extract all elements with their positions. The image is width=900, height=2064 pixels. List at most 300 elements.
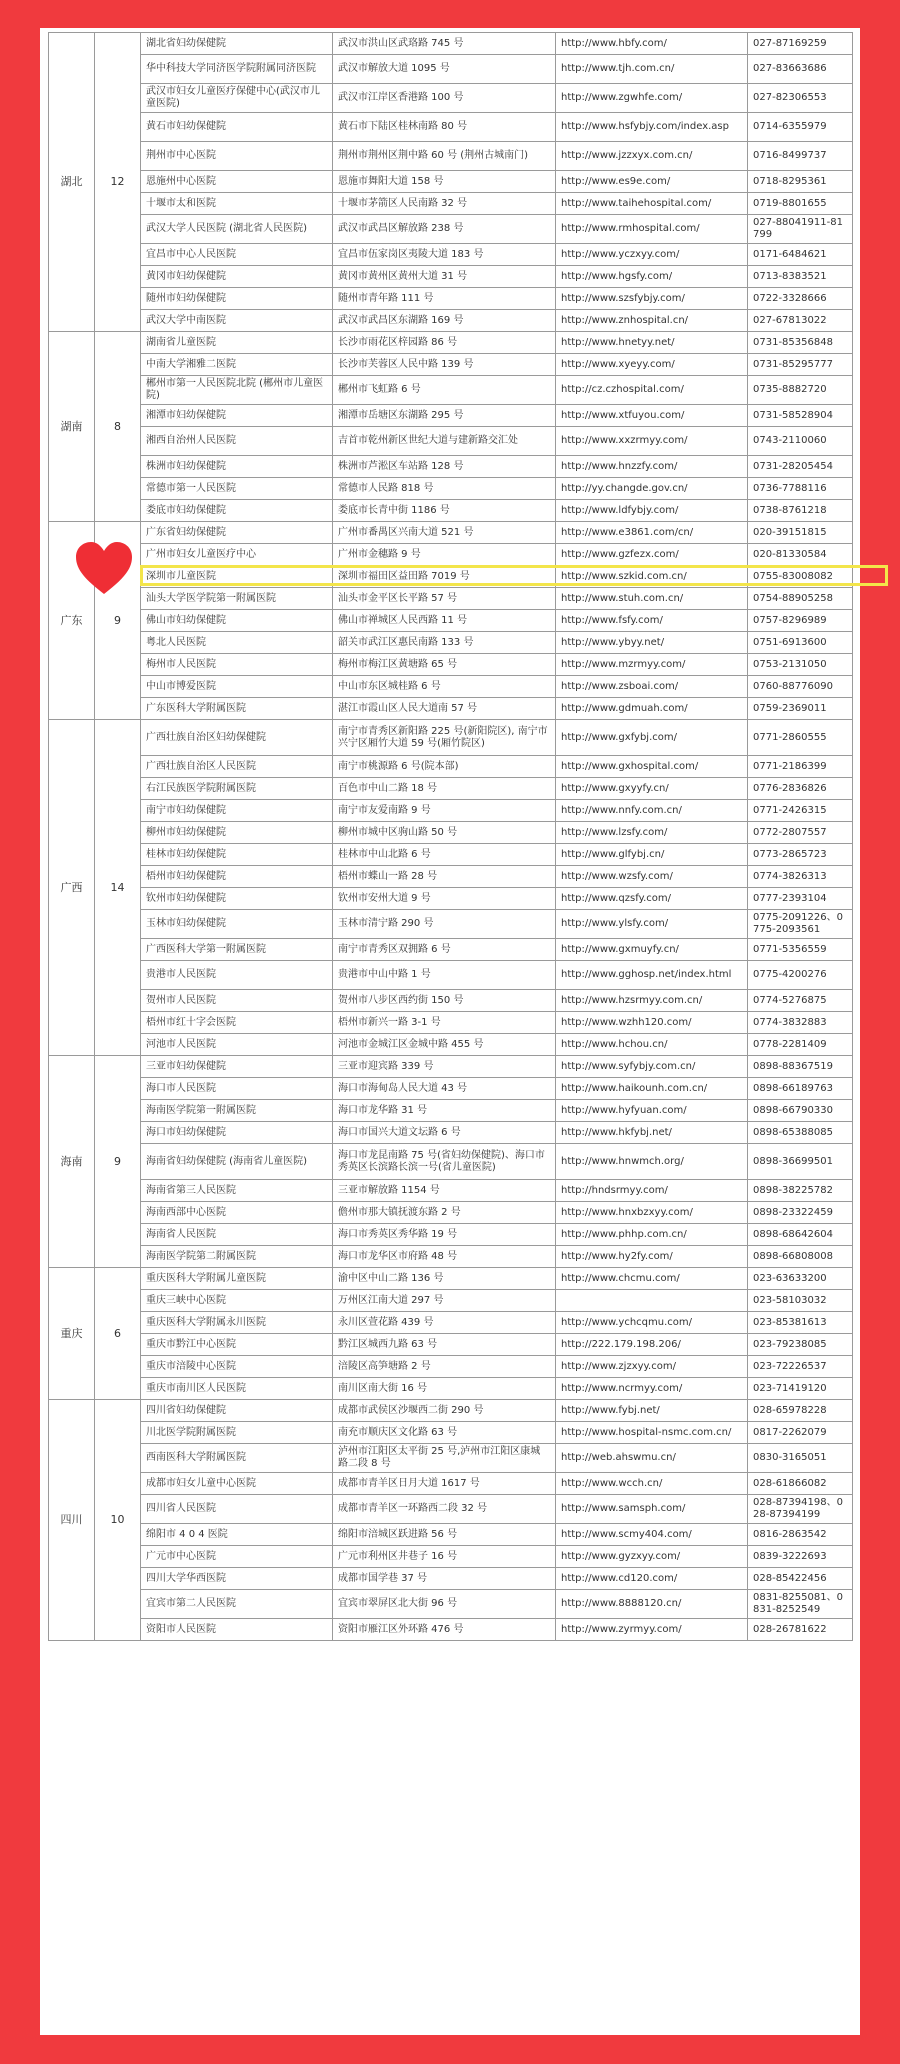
phone-cell: 0719-8801655: [748, 193, 853, 215]
phone-cell: 0774-5276875: [748, 990, 853, 1012]
hospital-name-cell: 武汉大学人民医院 (湖北省人民医院): [141, 215, 333, 244]
table-row: [49, 910, 853, 939]
url-cell: http://www.e3861.com/cn/: [556, 522, 748, 544]
address-cell: 株洲市芦淞区车站路 128 号: [333, 456, 556, 478]
address-cell: 黔江区城西九路 63 号: [333, 1334, 556, 1356]
hospital-name-cell: 湖北省妇幼保健院: [141, 33, 333, 55]
hospital-name-cell: 宜昌市中心人民医院: [141, 244, 333, 266]
address-cell: 十堰市茅箭区人民南路 32 号: [333, 193, 556, 215]
hospital-name-cell: 四川省妇幼保健院: [141, 1400, 333, 1422]
hospital-name-cell: 海南西部中心医院: [141, 1202, 333, 1224]
url-cell: http://www.zjzxyy.com/: [556, 1356, 748, 1378]
phone-cell: 0735-8882720: [748, 376, 853, 405]
address-cell: 广州市金穗路 9 号: [333, 544, 556, 566]
url-cell: http://www.hzsrmyy.com.cn/: [556, 990, 748, 1012]
hospital-name-cell: 重庆市黔江中心医院: [141, 1334, 333, 1356]
table-row: [49, 33, 853, 55]
phone-cell: 0898-66790330: [748, 1100, 853, 1122]
hospital-name-cell: 三亚市妇幼保健院: [141, 1056, 333, 1078]
url-cell: http://www.xtfuyou.com/: [556, 405, 748, 427]
table-row: [49, 990, 853, 1012]
url-cell: http://www.gxyyfy.cn/: [556, 778, 748, 800]
phone-cell: 0831-8255081、0831-8252549: [748, 1590, 853, 1619]
phone-cell: 0713-8383521: [748, 266, 853, 288]
url-cell: http://www.zsboai.com/: [556, 676, 748, 698]
phone-cell: 0731-58528904: [748, 405, 853, 427]
table-row: [49, 888, 853, 910]
hospital-name-cell: 湘西自治州人民医院: [141, 427, 333, 456]
table-row: [49, 588, 853, 610]
address-cell: 随州市青年路 111 号: [333, 288, 556, 310]
table-row: [49, 698, 853, 720]
phone-cell: 0759-2369011: [748, 698, 853, 720]
heart-icon: [74, 540, 134, 596]
table-row: [49, 1202, 853, 1224]
address-cell: 长沙市芙蓉区人民中路 139 号: [333, 354, 556, 376]
phone-cell: 027-88041911-81799: [748, 215, 853, 244]
phone-cell: 0718-8295361: [748, 171, 853, 193]
hospital-name-cell: 南宁市妇幼保健院: [141, 800, 333, 822]
phone-cell: 028-61866082: [748, 1473, 853, 1495]
address-cell: 涪陵区高笋塘路 2 号: [333, 1356, 556, 1378]
hospital-name-cell: 广西医科大学第一附属医院: [141, 939, 333, 961]
hospital-name-cell: 成都市妇女儿童中心医院: [141, 1473, 333, 1495]
url-cell: http://www.xxzrmyy.com/: [556, 427, 748, 456]
table-row: [49, 866, 853, 888]
table-row: [49, 632, 853, 654]
url-cell: http://www.taihehospital.com/: [556, 193, 748, 215]
hospital-name-cell: 四川省人民医院: [141, 1495, 333, 1524]
url-cell: http://www.hnxbzxyy.com/: [556, 1202, 748, 1224]
phone-cell: 0839-3222693: [748, 1546, 853, 1568]
table-row: [49, 354, 853, 376]
phone-cell: 023-58103032: [748, 1290, 853, 1312]
url-cell: http://www.hnwmch.org/: [556, 1144, 748, 1180]
province-cell: 湖北: [49, 33, 95, 332]
table-row: [49, 1568, 853, 1590]
phone-cell: 0751-6913600: [748, 632, 853, 654]
phone-cell: 0755-83008082: [748, 566, 853, 588]
url-cell: http://www.hsfybjy.com/index.asp: [556, 113, 748, 142]
phone-cell: 028-85422456: [748, 1568, 853, 1590]
table-row: [49, 1144, 853, 1180]
url-cell: http://www.ncrmyy.com/: [556, 1378, 748, 1400]
phone-cell: 0898-38225782: [748, 1180, 853, 1202]
hospital-name-cell: 柳州市妇幼保健院: [141, 822, 333, 844]
hospital-name-cell: 重庆市涪陵中心医院: [141, 1356, 333, 1378]
address-cell: 宜昌市伍家岗区夷陵大道 183 号: [333, 244, 556, 266]
hospital-name-cell: 宜宾市第二人民医院: [141, 1590, 333, 1619]
url-cell: http://www.hyfyuan.com/: [556, 1100, 748, 1122]
phone-cell: 0771-2860555: [748, 720, 853, 756]
phone-cell: 020-39151815: [748, 522, 853, 544]
address-cell: 郴州市飞虹路 6 号: [333, 376, 556, 405]
url-cell: http://www.cd120.com/: [556, 1568, 748, 1590]
url-cell: http://www.fybj.net/: [556, 1400, 748, 1422]
table-row: [49, 376, 853, 405]
phone-cell: 028-26781622: [748, 1619, 853, 1641]
url-cell: http://www.stuh.com.cn/: [556, 588, 748, 610]
table-row: [49, 778, 853, 800]
phone-cell: 0738-8761218: [748, 500, 853, 522]
hospital-name-cell: 恩施州中心医院: [141, 171, 333, 193]
hospital-name-cell: 粤北人民医院: [141, 632, 333, 654]
hospital-name-cell: 湖南省儿童医院: [141, 332, 333, 354]
table-row: [49, 720, 853, 756]
table-row: [49, 939, 853, 961]
address-cell: 百色市中山二路 18 号: [333, 778, 556, 800]
url-cell: http://www.hnzzfy.com/: [556, 456, 748, 478]
table-row: [49, 1224, 853, 1246]
table-row: [49, 332, 853, 354]
url-cell: http://www.wzsfy.com/: [556, 866, 748, 888]
table-row: [49, 1422, 853, 1444]
phone-cell: 023-71419120: [748, 1378, 853, 1400]
count-cell: 10: [95, 1400, 141, 1641]
table-row: [49, 1334, 853, 1356]
hospital-name-cell: 重庆三峡中心医院: [141, 1290, 333, 1312]
phone-cell: 0816-2863542: [748, 1524, 853, 1546]
table-row: [49, 1056, 853, 1078]
phone-cell: 023-72226537: [748, 1356, 853, 1378]
hospital-name-cell: 佛山市妇幼保健院: [141, 610, 333, 632]
phone-cell: 0757-8296989: [748, 610, 853, 632]
address-cell: 长沙市雨花区梓园路 86 号: [333, 332, 556, 354]
table-row: [49, 405, 853, 427]
address-cell: 河池市金城江区金城中路 455 号: [333, 1034, 556, 1056]
phone-cell: 027-67813022: [748, 310, 853, 332]
hospital-name-cell: 重庆医科大学附属儿童医院: [141, 1268, 333, 1290]
address-cell: 广元市利州区井巷子 16 号: [333, 1546, 556, 1568]
hospital-name-cell: 中南大学湘雅二医院: [141, 354, 333, 376]
address-cell: 万州区江南大道 297 号: [333, 1290, 556, 1312]
phone-cell: 0830-3165051: [748, 1444, 853, 1473]
table-row: [49, 215, 853, 244]
hospital-name-cell: 钦州市妇幼保健院: [141, 888, 333, 910]
phone-cell: 0731-85356848: [748, 332, 853, 354]
address-cell: 南川区南大街 16 号: [333, 1378, 556, 1400]
address-cell: 成都市武侯区沙堰西二街 290 号: [333, 1400, 556, 1422]
hospital-name-cell: 武汉大学中南医院: [141, 310, 333, 332]
address-cell: 海口市海甸岛人民大道 43 号: [333, 1078, 556, 1100]
address-cell: 黄石市下陆区桂林南路 80 号: [333, 113, 556, 142]
table-row: [49, 500, 853, 522]
count-cell: 6: [95, 1268, 141, 1400]
address-cell: 成都市青羊区一环路西二段 32 号: [333, 1495, 556, 1524]
url-cell: http://www.qzsfy.com/: [556, 888, 748, 910]
table-row: [49, 1524, 853, 1546]
phone-cell: 0898-36699501: [748, 1144, 853, 1180]
url-cell: http://www.8888120.cn/: [556, 1590, 748, 1619]
url-cell: http://www.nnfy.com.cn/: [556, 800, 748, 822]
hospital-name-cell: 贺州市人民医院: [141, 990, 333, 1012]
url-cell: http://www.chcmu.com/: [556, 1268, 748, 1290]
hospital-table: [48, 32, 853, 1641]
url-cell: http://www.scmy404.com/: [556, 1524, 748, 1546]
table-row: [49, 1078, 853, 1100]
address-cell: 南宁市青秀区新阳路 225 号(新阳院区), 南宁市兴宁区厢竹大道 59 号(厢竹院区): [333, 720, 556, 756]
phone-cell: 0776-2836826: [748, 778, 853, 800]
phone-cell: 020-81330584: [748, 544, 853, 566]
address-cell: 黄冈市黄州区黄州大道 31 号: [333, 266, 556, 288]
hospital-name-cell: 河池市人民医院: [141, 1034, 333, 1056]
phone-cell: 0774-3826313: [748, 866, 853, 888]
url-cell: http://www.gyzxyy.com/: [556, 1546, 748, 1568]
phone-cell: 0774-3832883: [748, 1012, 853, 1034]
hospital-name-cell: 常德市第一人民医院: [141, 478, 333, 500]
province-cell: 广西: [49, 720, 95, 1056]
url-cell: http://www.ychcqmu.com/: [556, 1312, 748, 1334]
table-row: [49, 1034, 853, 1056]
table-row: [49, 610, 853, 632]
table-row: [49, 1400, 853, 1422]
hospital-name-cell: 广东医科大学附属医院: [141, 698, 333, 720]
url-cell: http://www.tjh.com.cn/: [556, 55, 748, 84]
table-row: [49, 193, 853, 215]
phone-cell: 0777-2393104: [748, 888, 853, 910]
address-cell: 柳州市城中区驹山路 50 号: [333, 822, 556, 844]
count-cell: 9: [95, 522, 141, 720]
phone-cell: 0775-2091226、0775-2093561: [748, 910, 853, 939]
table-row: [49, 1122, 853, 1144]
table-row: [49, 1619, 853, 1641]
phone-cell: 0778-2281409: [748, 1034, 853, 1056]
count-cell: 9: [95, 1056, 141, 1268]
phone-cell: 028-87394198、028-87394199: [748, 1495, 853, 1524]
hospital-name-cell: 黄石市妇幼保健院: [141, 113, 333, 142]
url-cell: http://www.hnetyy.net/: [556, 332, 748, 354]
table-row: [49, 1012, 853, 1034]
hospital-name-cell: 西南医科大学附属医院: [141, 1444, 333, 1473]
phone-cell: 0817-2262079: [748, 1422, 853, 1444]
highlight-box: [140, 565, 888, 586]
url-cell: http://www.gdmuah.com/: [556, 698, 748, 720]
url-cell: [556, 1290, 748, 1312]
hospital-name-cell: 梅州市人民医院: [141, 654, 333, 676]
url-cell: http://www.syfybjy.com.cn/: [556, 1056, 748, 1078]
address-cell: 深圳市福田区益田路 7019 号: [333, 566, 556, 588]
table-row: [49, 1100, 853, 1122]
province-cell: 重庆: [49, 1268, 95, 1400]
table-row: [49, 800, 853, 822]
phone-cell: 0773-2865723: [748, 844, 853, 866]
url-cell: http://www.wcch.cn/: [556, 1473, 748, 1495]
hospital-name-cell: 海口市人民医院: [141, 1078, 333, 1100]
address-cell: 南宁市桃源路 6 号(院本部): [333, 756, 556, 778]
url-cell: http://www.yczxyy.com/: [556, 244, 748, 266]
hospital-name-cell: 梧州市妇幼保健院: [141, 866, 333, 888]
url-cell: http://222.179.198.206/: [556, 1334, 748, 1356]
address-cell: 湘潭市岳塘区东湖路 295 号: [333, 405, 556, 427]
province-cell: 海南: [49, 1056, 95, 1268]
address-cell: 泸州市江阳区太平街 25 号,泸州市江阳区康城路二段 8 号: [333, 1444, 556, 1473]
phone-cell: 0714-6355979: [748, 113, 853, 142]
address-cell: 成都市青羊区日月大道 1617 号: [333, 1473, 556, 1495]
address-cell: 武汉市武昌区东湖路 169 号: [333, 310, 556, 332]
address-cell: 海口市龙华路 31 号: [333, 1100, 556, 1122]
table-row: [49, 1246, 853, 1268]
address-cell: 海口市龙华区市府路 48 号: [333, 1246, 556, 1268]
address-cell: 海口市国兴大道文坛路 6 号: [333, 1122, 556, 1144]
address-cell: 南宁市友爱南路 9 号: [333, 800, 556, 822]
table-row: [49, 822, 853, 844]
hospital-name-cell: 株洲市妇幼保健院: [141, 456, 333, 478]
phone-cell: 0731-85295777: [748, 354, 853, 376]
table-row: [49, 654, 853, 676]
hospital-name-cell: 湘潭市妇幼保健院: [141, 405, 333, 427]
url-cell: http://www.xyeyy.com/: [556, 354, 748, 376]
hospital-name-cell: 随州市妇幼保健院: [141, 288, 333, 310]
table-row: [49, 244, 853, 266]
phone-cell: 0753-2131050: [748, 654, 853, 676]
hospital-name-cell: 郴州市第一人民医院北院 (郴州市儿童医院): [141, 376, 333, 405]
address-cell: 绵阳市涪城区跃进路 56 号: [333, 1524, 556, 1546]
hospital-name-cell: 海口市妇幼保健院: [141, 1122, 333, 1144]
hospital-name-cell: 荆州市中心医院: [141, 142, 333, 171]
address-cell: 佛山市禅城区人民西路 11 号: [333, 610, 556, 632]
hospital-name-cell: 桂林市妇幼保健院: [141, 844, 333, 866]
phone-cell: 023-79238085: [748, 1334, 853, 1356]
address-cell: 武汉市解放大道 1095 号: [333, 55, 556, 84]
hospital-name-cell: 华中科技大学同济医学院附属同济医院: [141, 55, 333, 84]
count-cell: 8: [95, 332, 141, 522]
address-cell: 中山市东区城桂路 6 号: [333, 676, 556, 698]
address-cell: 吉首市乾州新区世纪大道与建新路交汇处: [333, 427, 556, 456]
table-row: [49, 142, 853, 171]
phone-cell: 0771-5356559: [748, 939, 853, 961]
url-cell: http://www.samsph.com/: [556, 1495, 748, 1524]
hospital-name-cell: 广西壮族自治区人民医院: [141, 756, 333, 778]
document-page: [40, 28, 860, 2035]
table-row: [49, 1268, 853, 1290]
phone-cell: 0760-88776090: [748, 676, 853, 698]
phone-cell: 0898-66189763: [748, 1078, 853, 1100]
table-row: [49, 1473, 853, 1495]
table-row: [49, 1546, 853, 1568]
table-row: [49, 1312, 853, 1334]
table-row: [49, 544, 853, 566]
address-cell: 渝中区中山二路 136 号: [333, 1268, 556, 1290]
address-cell: 常德市人民路 818 号: [333, 478, 556, 500]
address-cell: 贵港市中山中路 1 号: [333, 961, 556, 990]
table-row: [49, 1180, 853, 1202]
address-cell: 贺州市八步区西约街 150 号: [333, 990, 556, 1012]
count-cell: 12: [95, 33, 141, 332]
hospital-name-cell: 梧州市红十字会医院: [141, 1012, 333, 1034]
phone-cell: 0736-7788116: [748, 478, 853, 500]
address-cell: 武汉市江岸区香港路 100 号: [333, 84, 556, 113]
url-cell: http://www.glfybj.cn/: [556, 844, 748, 866]
address-cell: 桂林市中山北路 6 号: [333, 844, 556, 866]
phone-cell: 0898-68642604: [748, 1224, 853, 1246]
hospital-name-cell: 右江民族医学院附属医院: [141, 778, 333, 800]
address-cell: 汕头市金平区长平路 57 号: [333, 588, 556, 610]
address-cell: 南充市顺庆区文化路 63 号: [333, 1422, 556, 1444]
url-cell: http://www.gzfezx.com/: [556, 544, 748, 566]
table-row: [49, 522, 853, 544]
url-cell: http://www.gxmuyfy.cn/: [556, 939, 748, 961]
url-cell: http://www.lzsfy.com/: [556, 822, 748, 844]
address-cell: 荆州市荆州区荆中路 60 号 (荆州古城南门): [333, 142, 556, 171]
table-row: [49, 676, 853, 698]
url-cell: http://www.hgsfy.com/: [556, 266, 748, 288]
url-cell: http://www.gxhospital.com/: [556, 756, 748, 778]
url-cell: http://www.hchou.cn/: [556, 1034, 748, 1056]
hospital-name-cell: 广东省妇幼保健院: [141, 522, 333, 544]
province-cell: 湖南: [49, 332, 95, 522]
url-cell: http://www.ldfybjy.com/: [556, 500, 748, 522]
table-row: [49, 1495, 853, 1524]
url-cell: http://www.ybyy.net/: [556, 632, 748, 654]
url-cell: http://www.zyrmyy.com/: [556, 1619, 748, 1641]
hospital-name-cell: 广西壮族自治区妇幼保健院: [141, 720, 333, 756]
count-cell: 14: [95, 720, 141, 1056]
province-cell: 广东: [49, 522, 95, 720]
table-row: [49, 113, 853, 142]
hospital-name-cell: 黄冈市妇幼保健院: [141, 266, 333, 288]
address-cell: 资阳市雁江区外环路 476 号: [333, 1619, 556, 1641]
table-row: [49, 427, 853, 456]
address-cell: 宜宾市翠屏区北大街 96 号: [333, 1590, 556, 1619]
address-cell: 武汉市洪山区武珞路 745 号: [333, 33, 556, 55]
table-row: [49, 1290, 853, 1312]
address-cell: 钦州市安州大道 9 号: [333, 888, 556, 910]
url-cell: http://cz.czhospital.com/: [556, 376, 748, 405]
url-cell: http://www.phhp.com.cn/: [556, 1224, 748, 1246]
url-cell: http://web.ahswmu.cn/: [556, 1444, 748, 1473]
url-cell: http://www.haikounh.com.cn/: [556, 1078, 748, 1100]
url-cell: http://www.fsfy.com/: [556, 610, 748, 632]
address-cell: 海口市秀英区秀华路 19 号: [333, 1224, 556, 1246]
table-row: [49, 1378, 853, 1400]
hospital-name-cell: 重庆市南川区人民医院: [141, 1378, 333, 1400]
table-row: [49, 756, 853, 778]
hospital-name-cell: 四川大学华西医院: [141, 1568, 333, 1590]
address-cell: 娄底市长青中街 1186 号: [333, 500, 556, 522]
address-cell: 恩施市舞阳大道 158 号: [333, 171, 556, 193]
hospital-name-cell: 汕头大学医学院第一附属医院: [141, 588, 333, 610]
hospital-name-cell: 资阳市人民医院: [141, 1619, 333, 1641]
address-cell: 梅州市梅江区黄塘路 65 号: [333, 654, 556, 676]
address-cell: 武汉市武昌区解放路 238 号: [333, 215, 556, 244]
phone-cell: 028-65978228: [748, 1400, 853, 1422]
address-cell: 永川区萱花路 439 号: [333, 1312, 556, 1334]
hospital-name-cell: 玉林市妇幼保健院: [141, 910, 333, 939]
url-cell: http://www.es9e.com/: [556, 171, 748, 193]
hospital-name-cell: 广元市中心医院: [141, 1546, 333, 1568]
hospital-name-cell: 海南医学院第一附属医院: [141, 1100, 333, 1122]
address-cell: 梧州市新兴一路 3-1 号: [333, 1012, 556, 1034]
address-cell: 三亚市解放路 1154 号: [333, 1180, 556, 1202]
address-cell: 成都市国学巷 37 号: [333, 1568, 556, 1590]
url-cell: http://www.gghosp.net/index.html: [556, 961, 748, 990]
address-cell: 海口市龙昆南路 75 号(省妇幼保健院)、海口市秀英区长滨路长滨一号(省儿童医院): [333, 1144, 556, 1180]
phone-cell: 027-82306553: [748, 84, 853, 113]
address-cell: 广州市番禺区兴南大道 521 号: [333, 522, 556, 544]
url-cell: http://www.mzrmyy.com/: [556, 654, 748, 676]
table-row: [49, 266, 853, 288]
hospital-name-cell: 重庆医科大学附属永川医院: [141, 1312, 333, 1334]
province-cell: 四川: [49, 1400, 95, 1641]
url-cell: http://www.wzhh120.com/: [556, 1012, 748, 1034]
phone-cell: 027-83663686: [748, 55, 853, 84]
phone-cell: 0771-2186399: [748, 756, 853, 778]
phone-cell: 0771-2426315: [748, 800, 853, 822]
phone-cell: 0898-66808008: [748, 1246, 853, 1268]
url-cell: http://www.hospital-nsmc.com.cn/: [556, 1422, 748, 1444]
url-cell: http://www.rmhospital.com/: [556, 215, 748, 244]
phone-cell: 0775-4200276: [748, 961, 853, 990]
